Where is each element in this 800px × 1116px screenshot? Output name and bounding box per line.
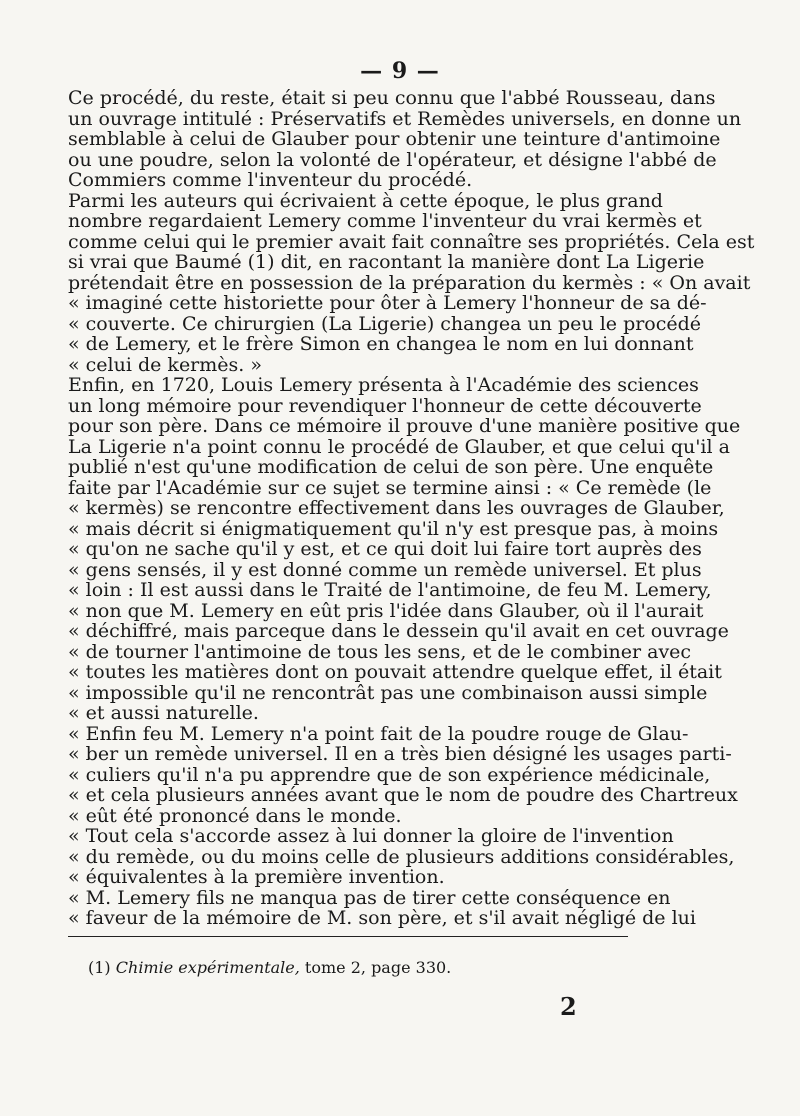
text-line: semblable à celui de Glauber pour obtenir une teinture d'antimoine (68, 128, 721, 150)
text-line: « qu'on ne sache qu'il y est, et ce qui doit lui faire tort auprès des (68, 538, 702, 560)
text-line: « du remède, ou du moins celle de plusieurs additions considérables, (68, 845, 735, 868)
text-line: « Tout cela s'accorde assez à lui donner la gloire de l'invention (68, 825, 674, 847)
text-line: « non que M. Lemery en eût pris l'idée dans Glauber, où il l'aurait (68, 599, 704, 622)
signature-mark: 2 (560, 992, 577, 1021)
text-line: « M. Lemery fils ne manqua pas de tirer cette conséquence en (68, 886, 671, 909)
text-line: un ouvrage intitulé : Préservatifs et Remèdes universels, en donne un (68, 107, 742, 130)
text-line: « imaginé cette historiette pour ôter à Lemery l'honneur de sa dé- (68, 292, 707, 314)
text-line: Ce procédé, du reste, était si peu connu que l'abbé Rousseau, dans (68, 87, 716, 109)
text-line: faite par l'Académie sur ce sujet se termine ainsi : « Ce remède (le (68, 476, 712, 499)
text-line: « couverte. Ce chirurgien (La Ligerie) changea un peu le procédé (68, 312, 702, 335)
text-line: « impossible qu'il ne rencontrât pas une combinaison aussi simple (68, 681, 708, 704)
text-line: « et cela plusieurs années avant que le nom de poudre des Chartreux (68, 784, 738, 806)
text-line: publié n'est qu'une modification de celui de son père. Une enquête (68, 456, 714, 478)
text-line: « et aussi naturelle. (68, 702, 259, 724)
text-line: « kermès) se rencontre effectivement dans les ouvrages de Glauber, (68, 497, 725, 519)
text-line: « Enfin feu M. Lemery n'a point fait de la poudre rouge de Glau- (68, 722, 689, 745)
text-line: La Ligerie n'a point connu le procédé de Glauber, et que celui qu'il a (68, 435, 730, 458)
text-line: « équivalentes à la première invention. (68, 866, 445, 888)
text-line: Parmi les auteurs qui écrivaient à cette époque, le plus grand (68, 189, 663, 212)
text-line: ou une poudre, selon la volonté de l'opérateur, et désigne l'abbé de (68, 148, 717, 171)
footnote-divider (68, 936, 628, 937)
page-number-header: — 9 — (360, 58, 440, 84)
footnote-title: Chimie expérimentale, (115, 958, 300, 977)
text-line: comme celui qui le premier avait fait connaître ses propriétés. Cela est (68, 230, 755, 253)
text-line: si vrai que Baumé (1) dit, en racontant la manière dont La Ligerie (68, 251, 705, 273)
text-line: nombre regardaient Lemery comme l'inventeur du vrai kermès et (68, 210, 702, 232)
text-line: « de tourner l'antimoine de tous les sens, et de le combiner avec (68, 640, 692, 663)
text-line: prétendait être en possession de la préparation du kermès : « On avait (68, 271, 751, 294)
text-line: Enfin, en 1720, Louis Lemery présenta à l'Académie des sciences (68, 374, 699, 396)
text-line: un long mémoire pour revendiquer l'honneur de cette découverte (68, 394, 702, 417)
text-line: pour son père. Dans ce mémoire il prouve d'une manière positive que (68, 415, 741, 437)
text-line: « gens sensés, il y est donné comme un remède universel. Et plus (68, 558, 702, 581)
text-line: « culiers qu'il n'a pu apprendre que de son expérience médicinale, (68, 763, 711, 786)
text-line: « loin : Il est aussi dans le Traité de l'antimoine, de feu M. Lemery, (68, 579, 712, 601)
footnote (88, 958, 451, 977)
text-line: « toutes les matières dont on pouvait attendre quelque effet, il était (68, 661, 722, 683)
footnote-reference: tome 2, page 330. (304, 958, 452, 977)
text-line: Commiers comme l'inventeur du procédé. (68, 169, 473, 191)
text-line: « déchiffré, mais parceque dans le dessein qu'il avait en cet ouvrage (68, 620, 729, 642)
text-line: « celui de kermès. » (68, 353, 262, 376)
text-line: « ber un remède universel. Il en a très bien désigné les usages parti- (68, 743, 732, 765)
text-line: « faveur de la mémoire de M. son père, et s'il avait négligé de lui (68, 907, 696, 929)
body-text (68, 87, 755, 929)
text-line: « mais décrit si énigmatiquement qu'il n'y est presque pas, à moins (68, 517, 719, 540)
text-line: « de Lemery, et le frère Simon en changea le nom en lui donnant (68, 333, 694, 355)
text-line: « eût été prononcé dans le monde. (68, 804, 402, 827)
footnote-number: (1) (88, 958, 111, 977)
